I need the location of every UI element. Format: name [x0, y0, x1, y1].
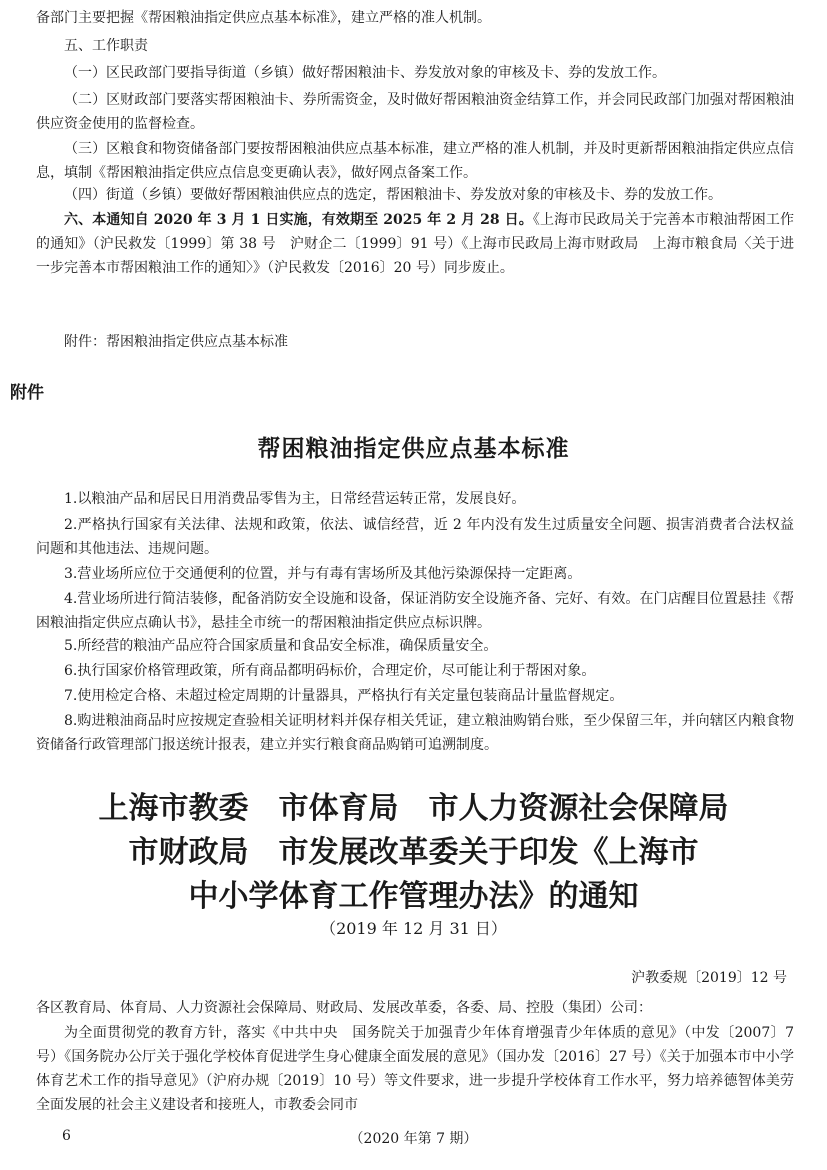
paragraph-duty-grain-reserve: （三）区粮食和物资储备部门要按帮困粮油供应点基本标准，建立严格的准人机制，并及时更新帮困粮油指定供应点信息，填制《帮困粮油指定供应点信息变更确认表》，做好网点备案工作。: [36, 141, 794, 181]
notice-title-line: 市财政局 市发展改革委关于印发《上海市: [128, 835, 699, 870]
attachment-heading: 附件: [10, 383, 44, 403]
notice-title-line: 中小学体育工作管理办法》的通知: [188, 879, 639, 914]
standard-item: 8.购进粮油商品时应按规定查验相关证明材料并保存相关凭证，建立粮油购销台账，至少保留三年，并向辖区内粮食物资储备行政管理部门报送统计报表，建立并实行粮食商品购销可追溯制度。: [36, 713, 794, 753]
standard-item: 3.营业场所应位于交通便利的位置，并与有毒有害场所及其他污染源保持一定距离。: [64, 566, 582, 582]
standard-item: 4.营业场所进行简洁装修，配备消防安全设施和设备，保证消防安全设施齐备、完好、有效。在门店醒目位置悬挂《帮困粮油指定供应点确认书》，悬挂全市统一的帮困粮油指定供应点标识牌。: [36, 591, 794, 631]
attachment-note: 附件：帮困粮油指定供应点基本标准: [64, 334, 288, 350]
standard-item: 1.以粮油产品和居民日用消费品零售为主，日常经营运转正常，发展良好。: [64, 491, 526, 507]
page-number: 6: [62, 1128, 71, 1144]
notice-title-line: 上海市教委 市体育局 市人力资源社会保障局: [98, 791, 729, 826]
paragraph-admission-mechanism: 备部门主要把握《帮困粮油指定供应点基本标准》，建立严格的准人机制。: [36, 10, 491, 26]
document-number: 沪教委规〔2019〕12 号: [631, 970, 787, 986]
section-heading-duties: 五、工作职责: [64, 38, 148, 54]
body-paragraph: 为全面贯彻党的教育方针，落实《中共中央 国务院关于加强青少年体育增强青少年体质的意见》（中发〔2007〕7 号）《国务院办公厅关于强化学校体育促进学生身心健康全面发展的意见》（国办发〔2016〕27 号）《关于加强本市中小学体育艺术工作的指导意见》（沪府办规〔2019〕10 号）等文件要求，进一步提升学校体育工作水平，努力培养德智体美劳全面发展的社会主义建设者和接班人，市教委会同市: [36, 1025, 794, 1113]
standard-item: 2.严格执行国家有关法律、法规和政策，依法、诚信经营，近 2 年内没有发生过质量安全问题、损害消费者合法权益问题和其他违法、违规问题。: [36, 517, 794, 557]
notice-title: [0, 787, 827, 919]
paragraph-duty-street-town: （四）街道（乡镇）要做好帮困粮油供应点的选定，帮困粮油卡、券发放对象的审核及卡、券的发放工作。: [64, 187, 722, 203]
effective-date-bold: 六、本通知自 2020 年 3 月 1 日实施，有效期至 2025 年 2 月 28 日。: [64, 212, 533, 228]
standard-item: 5.所经营的粮油产品应符合国家质量和食品安全标准，确保质量安全。: [64, 638, 498, 654]
paragraph-duty-civil-affairs: （一）区民政部门要指导街道（乡镇）做好帮困粮油卡、券发放对象的审核及卡、券的发放工作。: [64, 65, 666, 81]
repealed-notices: 《上海市民政局关于完善本市粮油帮困工作的通知》（沪民救发〔1999〕第 38 号 沪财企二〔1999〕91 号）《上海市民政局上海市财政局 上海市粮食局〈关于进一步完善本市帮困粮油工作的通知〉》（沪民救发〔2016〕20 号）同步废止。: [36, 212, 795, 276]
issue-label: （2020 年第 7 期）: [349, 1131, 478, 1147]
notice-date: （2019 年 12 月 31 日）: [320, 919, 507, 938]
standard-item: 7.使用检定合格、未超过检定周期的计量器具，严格执行有关定量包装商品计量监督规定。: [64, 688, 624, 704]
standard-item: 6.执行国家价格管理政策，所有商品都明码标价，合理定价，尽可能让利于帮困对象。: [64, 663, 596, 679]
recipients: 各区教育局、体育局、人力资源社会保障局、财政局、发展改革委，各委、局、控股（集团）公司：: [36, 1000, 652, 1016]
paragraph-duty-finance: （二）区财政部门要落实帮困粮油卡、券所需资金，及时做好帮困粮油资金结算工作，并会同民政部门加强对帮困粮油供应资金使用的监督检查。: [36, 92, 794, 132]
standard-title: 帮困粮油指定供应点基本标准: [257, 435, 570, 462]
paragraph-effective-date: [36, 208, 794, 280]
